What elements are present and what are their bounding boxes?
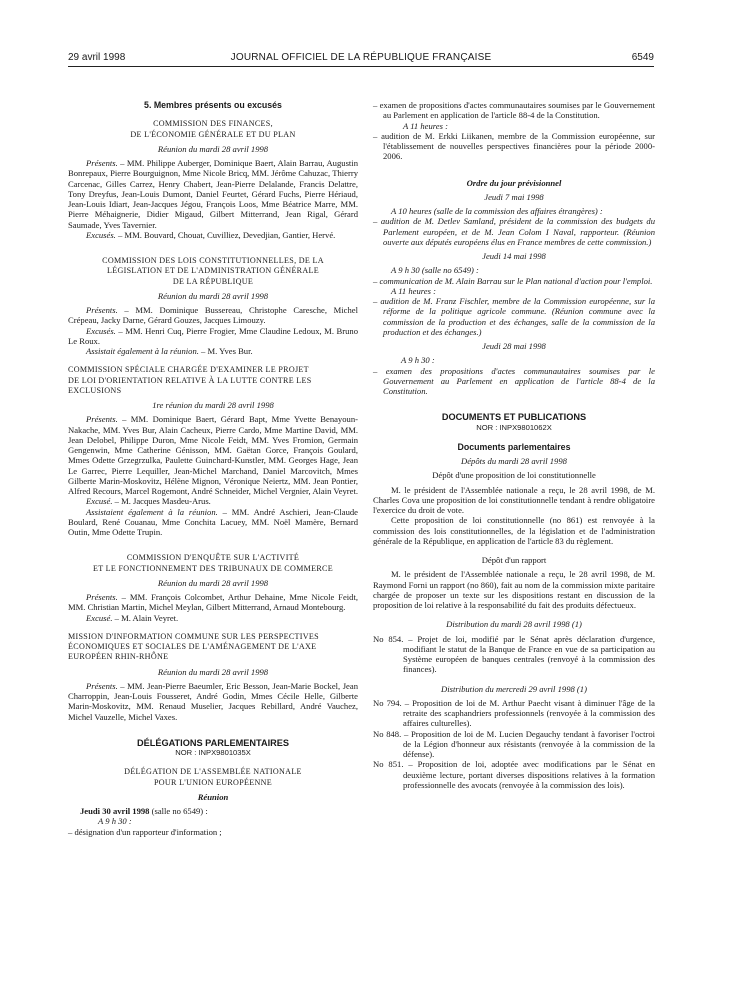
commission-title: DE LOI D'ORIENTATION RELATIVE À LA LUTTE CONTRE LES xyxy=(68,375,312,385)
attendance-paragraph xyxy=(68,496,358,506)
deposit-title: Dépôt d'une proposition de loi constitutionnelle xyxy=(432,470,596,481)
section-heading: DOCUMENTS ET PUBLICATIONS xyxy=(441,412,587,423)
agenda-heading: Ordre du jour prévisionnel xyxy=(466,177,562,188)
left-column xyxy=(68,100,358,837)
attendance-label: Excusé. xyxy=(86,496,113,507)
subsection-heading: Documents parlementaires xyxy=(457,441,571,452)
attendance-paragraph xyxy=(68,507,358,538)
commission-title: EXCLUSIONS xyxy=(68,385,122,395)
attendance-names: – MM. Jean-Pierre Baeumler, Eric Besson, Jean-Marie Bockel, Jean Charroppin, Jean-Louis Fousseret, André Godin, Mmes Cécile Helle, Gilberte Marin-Moskovitz, MM. Renaud Muselier, Jacques Rebillard, André Vauchez, Michel Vauzelle, Michel Vaxes. xyxy=(68,680,358,722)
reunion-label: Réunion xyxy=(197,791,229,802)
agenda-item: – désignation d'un rapporteur d'information ; xyxy=(68,826,222,837)
meeting-date: Réunion du mardi 28 avril 1998 xyxy=(157,143,269,154)
schedule-time: A 9 h 30 : xyxy=(98,816,132,827)
nor-reference: NOR : INPX9801035X xyxy=(175,748,251,757)
document-entry: No 851. – Proposition de loi, adoptée avec modifications par le Sénat en deuxième lecture, portant diverses dispositions relatives à la formation professionnelle des avocats (renvoyée à la commission des lois). xyxy=(373,759,655,790)
deposit-date: Dépôts du mardi 28 avril 1998 xyxy=(461,456,567,466)
header-title: JOURNAL OFFICIEL DE LA RÉPUBLIQUE FRANÇAISE xyxy=(230,52,492,63)
attendance-label: Présents. xyxy=(86,158,118,168)
document-entry: No 854. – Projet de loi, modifié par le Sénat après déclaration d'urgence, modifiant le statut de la Banque de France en vue de sa participation au Système européen de banques centrales (renvoyé à la commission des finances). xyxy=(373,633,655,675)
attendance-label: Présents. xyxy=(86,592,118,602)
meeting-date: Réunion du mardi 28 avril 1998 xyxy=(157,666,269,677)
attendance-label: Excusés. xyxy=(86,325,116,336)
attendance-paragraph xyxy=(68,346,358,356)
attendance-label: Présents. xyxy=(86,680,118,691)
right-column xyxy=(373,100,655,790)
attendance-label: Excusé. xyxy=(86,612,113,623)
attendance-names: – MM. Philippe Auberger, Dominique Baert, Alain Barrau, Augustin Bonrepaux, Pierre Bourguignon, Mme Nicole Bricq, MM. Jérôme Cahuzac, Thierry Carcenac, Gilles Carrez, Henry Chabert, Jean-Pierre Delalande, Francis Delattre, Tony Dreyfus, Jean-Louis Dumont, Daniel Feurtet, Gérard Fuchs, Pierre Hériaud, Jean-Louis Idiart, Jean-Jacques Jégou, François Loos, Mme Béatrice Marre, MM. Pierre Méhaignerie, Didier Migaud, Gilbert Mitterrand, Jean Rigal, Gérard Saumade, Yves Tavernier. xyxy=(68,158,358,230)
attendance-paragraph xyxy=(68,305,358,326)
agenda-item: – audition de M. Detlev Samland, président de la commission des budgets du Parlement européen, et de M. Jean Colom I Naval, rapporteur. (Réunion ouverte aux députés européens élus en France membres de cette commission.) xyxy=(373,216,655,247)
document-entry: No 794. – Proposition de loi de M. Arthur Paecht visant à diminuer l'âge de la retraite des scaphandriers professionnels (renvoyée à la commission des affaires culturelles). xyxy=(373,697,655,729)
meeting-date: Réunion du mardi 28 avril 1998 xyxy=(157,290,269,301)
commission-title: COMMISSION DES FINANCES, xyxy=(153,119,273,129)
delegation-title: POUR L'UNION EUROPÉENNE xyxy=(153,777,273,787)
document-entry: No 848. – Proposition de loi de M. Lucien Degauchy tendant à favoriser l'octroi de la Légion d'honneur aux résistants (renvoyée à la commission de la défense). xyxy=(373,728,655,759)
attendance-label: Assistaient également à la réunion. xyxy=(86,506,218,517)
deposit-paragraph: M. le président de l'Assemblée nationale a reçu, le 28 avril 1998, de M. Charles Cova une proposition de loi constitutionnelle tendant à rendre obligatoire l'exercice du droit de vote. xyxy=(373,484,655,515)
attendance-names: – MM. Bouvard, Chouat, Cuvilliez, Devedjian, Gantier, Hervé. xyxy=(115,229,336,240)
attendance-names: – MM. François Colcombet, Arthur Dehaine, Mme Nicole Feidt, MM. Christian Martin, Michel Meylan, Gilbert Mitterrand, Arnaud Montebourg. xyxy=(68,592,358,613)
deposit-paragraph: M. le président de l'Assemblée nationale a reçu, le 28 avril 1998, de M. Raymond Forni un rapport (no 860), fait au nom de la commission mixte paritaire chargée de proposer un texte sur les dispositions restant en discussion de la proposition de loi relative à la responsabilité du fait des produits défectueux. xyxy=(373,569,655,610)
attendance-paragraph xyxy=(68,681,358,722)
attendance-label: Excusés. xyxy=(86,229,116,240)
attendance-paragraph xyxy=(68,326,358,347)
schedule-room: (salle no 6549) : xyxy=(149,806,208,816)
attendance-names: – M. Alain Veyret. xyxy=(112,612,179,623)
attendance-names: – MM. André Aschieri, Jean-Claude Boulard, René Couanau, Mme Conchita Lacuey, MM. Noël Mamère, Bernard Outin, Mme Odette Trupin. xyxy=(68,506,359,537)
attendance-label: Présents. xyxy=(86,305,118,315)
agenda-date: Jeudi 28 mai 1998 xyxy=(482,341,546,351)
commission-title: ÉCONOMIQUES ET SOCIALES DE L'AMÉNAGEMENT DE L'AXE xyxy=(68,642,317,651)
attendance-label: Présents. xyxy=(86,414,118,425)
attendance-names: – M. Jacques Masdeu-Arus. xyxy=(112,496,211,507)
agenda-date: Jeudi 7 mai 1998 xyxy=(484,191,544,202)
schedule-time: A 10 heures (salle de la commission des affaires étrangères) : xyxy=(391,206,603,216)
commission-title: DE L'ÉCONOMIE GÉNÉRALE ET DU PLAN xyxy=(130,129,296,139)
attendance-paragraph xyxy=(68,158,358,230)
agenda-item: – audition de M. Franz Fischler, membre de la Commission européenne, sur la réforme de la politique agricole commune. (Réunion commune avec la commission de la production et des échanges, salle de la commission de la production et des échanges.) xyxy=(373,296,655,337)
commission-title: EUROPÉEN RHIN-RHÔNE xyxy=(68,652,169,662)
commission-title: ET LE FONCTIONNEMENT DES TRIBUNAUX DE COMMERCE xyxy=(93,563,333,573)
schedule-time: A 11 heures : xyxy=(391,285,436,296)
attendance-names: – MM. Dominique Baert, Gérard Bapt, Mme Yvette Benayoun-Nakache, MM. Yves Bur, Alain Cacheux, Pierre Cardo, Mme Martine David, MM. Jean Delobel, Philippe Duron, Mme Nicole Feidt, MM. Yves Fromion, Germain Gengenwin, Mme Catherine Génisson, MM. Gaëtan Gorce, François Goulard, Mmes Odette Grzegrzulka, Paulette Guinchard-Kunstler, MM. Georges Hage, Jean Le Garrec, Pierre Lequiller, Jean-Michel Marchand, Daniel Marcovitch, Mmes Gilberte Marin-Moskovitz, Hélène Mignon, Véronique Neiertz, MM. Jean Pontier, Alfred Recours, Marcel Rogemont, André Schneider, Michel Vergnier, Alain Veyret. xyxy=(68,414,358,496)
deposit-title: Dépôt d'un rapport xyxy=(481,555,547,565)
attendance-names: – MM. Dominique Bussereau, Christophe Caresche, Michel Crépeau, Jacky Darne, Gérard Gouzes, Jacques Limouzy. xyxy=(68,305,358,326)
distribution-date: Distribution du mercredi 29 avril 1998 (1) xyxy=(441,683,587,694)
delegation-title: DÉLÉGATION DE L'ASSEMBLÉE NATIONALE xyxy=(124,767,302,777)
attendance-names: – M. Yves Bur. xyxy=(198,346,253,356)
agenda-item: – examen des propositions d'actes communautaires soumises par le Gouvernement au Parlement en application de l'article 88-4 de la Constitution. xyxy=(373,365,655,396)
attendance-paragraph xyxy=(68,414,358,496)
commission-title: COMMISSION DES LOIS CONSTITUTIONNELLES, DE LA xyxy=(102,256,324,265)
meeting-date: Réunion du mardi 28 avril 1998 xyxy=(157,577,269,588)
commission-title: COMMISSION D'ENQUÊTE SUR L'ACTIVITÉ xyxy=(126,553,300,563)
attendance-paragraph xyxy=(68,613,358,623)
schedule-time: A 11 heures : xyxy=(403,120,448,131)
attendance-label: Assistait également à la réunion. xyxy=(86,346,199,356)
header-page-number: 6549 xyxy=(631,52,654,63)
schedule-date xyxy=(68,806,358,816)
agenda-item: – communication de M. Alain Barrau sur le Plan national d'action pour l'emploi. xyxy=(373,275,653,286)
page-header xyxy=(68,52,654,67)
schedule-date-bold: Jeudi 30 avril 1998 xyxy=(80,806,150,816)
distribution-date: Distribution du mardi 28 avril 1998 (1) xyxy=(446,619,582,630)
agenda-item: – audition de M. Erkki Liikanen, membre de la Commission européenne, sur l'établissement de nouvelles perspectives financières pour la période 2000-2006. xyxy=(373,130,655,162)
nor-reference: NOR : INPX9801062X xyxy=(476,422,552,432)
header-date: 29 avril 1998 xyxy=(68,52,126,63)
commission-title: COMMISSION SPÉCIALE CHARGÉE D'EXAMINER LE PROJET xyxy=(68,365,309,375)
section-title: 5. Membres présents ou excusés xyxy=(144,100,282,110)
commission-title: DE LA RÉPUBLIQUE xyxy=(172,276,254,286)
commission-title: MISSION D'INFORMATION COMMUNE SUR LES PERSPECTIVES xyxy=(68,631,319,641)
agenda-item: – examen de propositions d'actes communautaires soumises par le Gouvernement au Parlement en application de l'article 88-4 de la Constitution. xyxy=(373,100,655,121)
attendance-names: – MM. Henri Cuq, Pierre Frogier, Mme Claudine Ledoux, M. Bruno Le Roux. xyxy=(68,325,358,346)
commission-title: LÉGISLATION ET DE L'ADMINISTRATION GÉNÉRALE xyxy=(106,266,320,276)
schedule-time: A 9 h 30 : xyxy=(401,355,435,366)
deposit-paragraph: Cette proposition de loi constitutionnelle (no 861) est renvoyée à la commission des lois constitutionnelles, de la législation et de l'administration générale de la République, en application de l'article 83 du règlement. xyxy=(373,515,655,546)
attendance-paragraph xyxy=(68,230,358,240)
schedule-time: A 9 h 30 (salle no 6549) : xyxy=(391,265,479,276)
agenda-date: Jeudi 14 mai 1998 xyxy=(482,251,546,261)
attendance-paragraph xyxy=(68,592,358,613)
section-heading: DÉLÉGATIONS PARLEMENTAIRES xyxy=(136,737,290,748)
meeting-date: 1re réunion du mardi 28 avril 1998 xyxy=(152,400,274,410)
